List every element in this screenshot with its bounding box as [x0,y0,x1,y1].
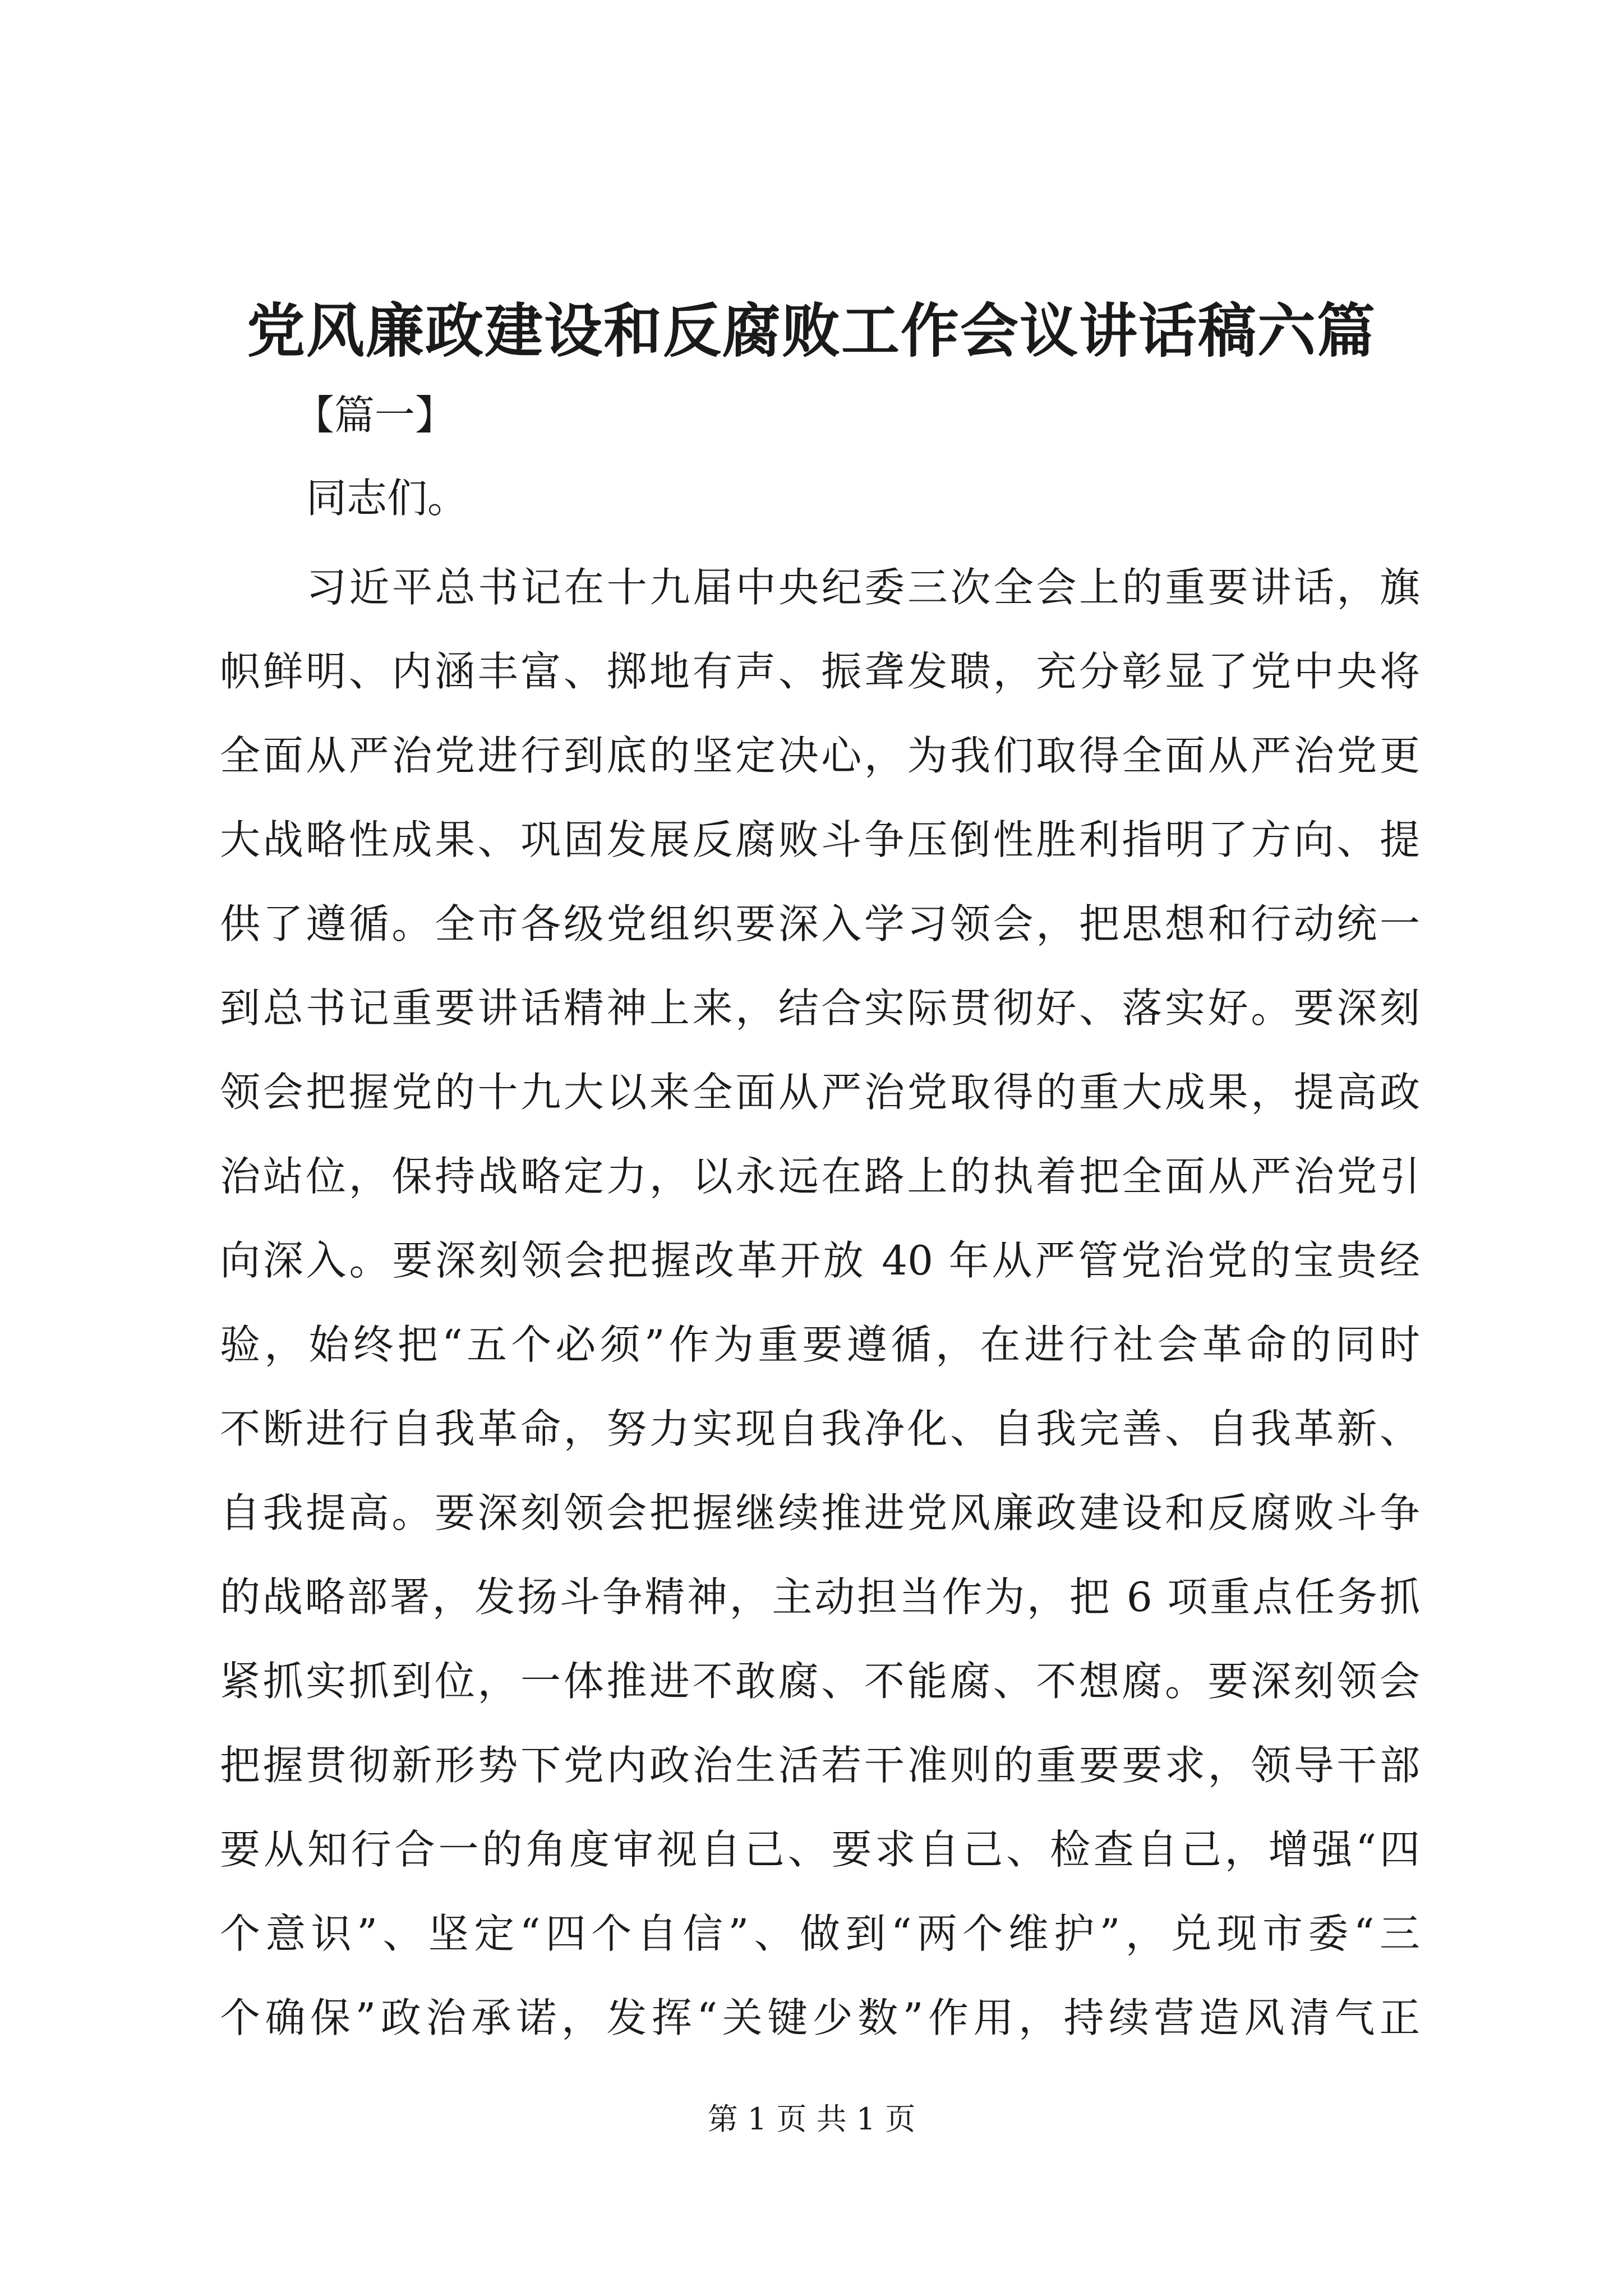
body-line: 要从知行合一的角度审视自己、要求自己、检查自己，增强“四 [220,1826,1420,1873]
body-line: 个确保”政治承诺，发挥“关键少数”作用，持续营造风清气正 [220,1994,1420,2041]
body-paragraph [220,545,1420,2060]
body-line: 把握贯彻新形势下党内政治生活若干准则的重要要求，领导干部 [220,1742,1420,1789]
body-line: 习近平总书记在十九届中央纪委三次全会上的重要讲话，旗 [306,564,1420,611]
body-line: 全面从严治党进行到底的坚定决心，为我们取得全面从严治党更 [220,732,1420,779]
body-line: 紧抓实抓到位，一体推进不敢腐、不能腐、不想腐。要深刻领会 [220,1658,1420,1705]
body-line: 验，始终把“五个必须”作为重要遵循，在进行社会革命的同时 [220,1321,1420,1368]
document-title: 党风廉政建设和反腐败工作会议讲话稿六篇 [246,296,1376,365]
body-line: 领会把握党的十九大以来全面从严治党取得的重大成果，提高政 [220,1069,1420,1116]
body-line: 的战略部署，发扬斗争精神，主动担当作为，把 6 项重点任务抓 [220,1573,1420,1621]
body-line: 帜鲜明、内涵丰富、掷地有声、振聋发聩，充分彰显了党中央将 [220,648,1420,695]
body-line: 大战略性成果、巩固发展反腐败斗争压倒性胜利指明了方向、提 [220,816,1420,863]
body-line: 自我提高。要深刻领会把握继续推进党风廉政建设和反腐败斗争 [220,1489,1420,1536]
salutation: 同志们。 [306,475,468,522]
body-line: 向深入。要深刻领会把握改革开放 40 年从严管党治党的宝贵经 [220,1237,1420,1284]
section-heading: 【篇一】 [294,392,456,439]
body-line: 供了遵循。全市各级党组织要深入学习领会，把思想和行动统一 [220,900,1420,947]
page-footer: 第 1 页 共 1 页 [707,2101,916,2137]
body-line: 不断进行自我革命，努力实现自我净化、自我完善、自我革新、 [220,1405,1420,1452]
body-line: 治站位，保持战略定力，以永远在路上的执着把全面从严治党引 [220,1153,1420,1200]
body-line: 到总书记重要讲话精神上来，结合实际贯彻好、落实好。要深刻 [220,984,1420,1032]
body-line: 个意识”、坚定“四个自信”、做到“两个维护”，兑现市委“三 [220,1910,1420,1957]
